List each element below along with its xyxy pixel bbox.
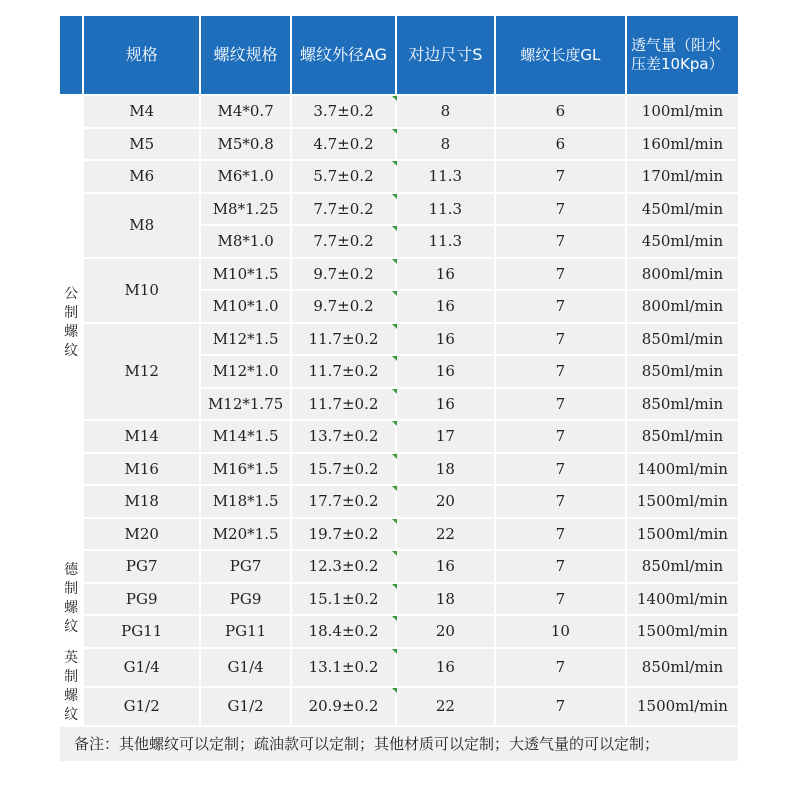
- table-row: [60, 161, 738, 192]
- ag-cell: 11.7±0.2: [292, 389, 395, 420]
- ag-cell: 9.7±0.2: [292, 291, 395, 322]
- ag-cell: 20.9±0.2: [292, 688, 395, 725]
- ag-cell: 13.1±0.2: [292, 649, 395, 686]
- thread-cell: PG11: [201, 616, 290, 647]
- flow-cell: 800ml/min: [627, 259, 738, 290]
- flow-cell: 170ml/min: [627, 161, 738, 192]
- table-row: [60, 96, 738, 127]
- flow-cell: 450ml/min: [627, 226, 738, 257]
- ag-cell: 15.1±0.2: [292, 584, 395, 615]
- s-cell: 18: [397, 584, 494, 615]
- thread-cell: G1/4: [201, 649, 290, 686]
- ag-cell: 11.7±0.2: [292, 356, 395, 387]
- gl-cell: 7: [496, 421, 625, 452]
- header-air-flow-line1: 透气量（阻水: [630, 36, 721, 55]
- spec-cell: PG7: [84, 551, 199, 582]
- flow-cell: 160ml/min: [627, 129, 738, 160]
- gl-cell: 7: [496, 194, 625, 225]
- thread-cell: M8*1.25: [201, 194, 290, 225]
- flow-cell: 850ml/min: [627, 551, 738, 582]
- thread-cell: PG7: [201, 551, 290, 582]
- spec-cell: PG11: [84, 616, 199, 647]
- gl-cell: 7: [496, 688, 625, 725]
- flow-cell: 1500ml/min: [627, 616, 738, 647]
- category-metric-label: 公 制 螺 纹: [64, 285, 79, 359]
- s-cell: 20: [397, 616, 494, 647]
- ag-cell: 19.7±0.2: [292, 519, 395, 550]
- s-cell: 16: [397, 356, 494, 387]
- header-thread-length: 螺纹长度GL: [496, 16, 625, 94]
- category-german: [60, 551, 82, 647]
- flow-cell: 1400ml/min: [627, 584, 738, 615]
- gl-cell: 7: [496, 519, 625, 550]
- s-cell: 8: [397, 129, 494, 160]
- flow-cell: 850ml/min: [627, 356, 738, 387]
- flow-cell: 850ml/min: [627, 389, 738, 420]
- ag-cell: 11.7±0.2: [292, 324, 395, 355]
- thread-spec-table: [58, 14, 740, 763]
- flow-cell: 1400ml/min: [627, 454, 738, 485]
- thread-cell: M16*1.5: [201, 454, 290, 485]
- header-thread-spec: 螺纹规格: [201, 16, 290, 94]
- header-outer-diameter: 螺纹外径AG: [292, 16, 395, 94]
- spec-cell: M10: [84, 259, 199, 322]
- ag-cell: 9.7±0.2: [292, 259, 395, 290]
- category-metric: [60, 96, 82, 549]
- gl-cell: 7: [496, 291, 625, 322]
- spec-cell: PG9: [84, 584, 199, 615]
- s-cell: 11.3: [397, 226, 494, 257]
- s-cell: 16: [397, 259, 494, 290]
- table-row: [60, 421, 738, 452]
- s-cell: 16: [397, 551, 494, 582]
- spec-cell: G1/4: [84, 649, 199, 686]
- gl-cell: 7: [496, 551, 625, 582]
- flow-cell: 1500ml/min: [627, 688, 738, 725]
- category-german-label: 德 制 螺 纹: [64, 561, 79, 635]
- spec-cell: M6: [84, 161, 199, 192]
- spec-cell: M20: [84, 519, 199, 550]
- table-row: [60, 324, 738, 355]
- header-across-flats: 对边尺寸S: [397, 16, 494, 94]
- spec-cell: M5: [84, 129, 199, 160]
- gl-cell: 7: [496, 649, 625, 686]
- s-cell: 8: [397, 96, 494, 127]
- ag-cell: 13.7±0.2: [292, 421, 395, 452]
- table-row: [60, 486, 738, 517]
- spec-cell: M14: [84, 421, 199, 452]
- thread-cell: M12*1.75: [201, 389, 290, 420]
- gl-cell: 6: [496, 96, 625, 127]
- header-air-flow: [627, 16, 738, 94]
- ag-cell: 5.7±0.2: [292, 161, 395, 192]
- s-cell: 16: [397, 649, 494, 686]
- gl-cell: 7: [496, 486, 625, 517]
- table-row: [60, 129, 738, 160]
- spec-cell: M18: [84, 486, 199, 517]
- thread-cell: M12*1.5: [201, 324, 290, 355]
- thread-cell: M20*1.5: [201, 519, 290, 550]
- s-cell: 16: [397, 389, 494, 420]
- thread-cell: M10*1.0: [201, 291, 290, 322]
- s-cell: 22: [397, 688, 494, 725]
- flow-cell: 800ml/min: [627, 291, 738, 322]
- table-row: [60, 688, 738, 725]
- thread-cell: G1/2: [201, 688, 290, 725]
- s-cell: 11.3: [397, 194, 494, 225]
- table-row: [60, 454, 738, 485]
- flow-cell: 450ml/min: [627, 194, 738, 225]
- flow-cell: 850ml/min: [627, 649, 738, 686]
- thread-cell: M14*1.5: [201, 421, 290, 452]
- thread-cell: PG9: [201, 584, 290, 615]
- s-cell: 22: [397, 519, 494, 550]
- header-row: [60, 16, 738, 94]
- ag-cell: 7.7±0.2: [292, 194, 395, 225]
- s-cell: 20: [397, 486, 494, 517]
- s-cell: 17: [397, 421, 494, 452]
- gl-cell: 7: [496, 324, 625, 355]
- gl-cell: 7: [496, 356, 625, 387]
- thread-cell: M18*1.5: [201, 486, 290, 517]
- spec-cell: G1/2: [84, 688, 199, 725]
- flow-cell: 1500ml/min: [627, 519, 738, 550]
- gl-cell: 10: [496, 616, 625, 647]
- gl-cell: 7: [496, 584, 625, 615]
- flow-cell: 850ml/min: [627, 421, 738, 452]
- thread-cell: M6*1.0: [201, 161, 290, 192]
- table-row: [60, 616, 738, 647]
- flow-cell: 1500ml/min: [627, 486, 738, 517]
- gl-cell: 7: [496, 161, 625, 192]
- gl-cell: 7: [496, 454, 625, 485]
- spec-cell: M16: [84, 454, 199, 485]
- s-cell: 16: [397, 324, 494, 355]
- s-cell: 16: [397, 291, 494, 322]
- gl-cell: 7: [496, 226, 625, 257]
- ag-cell: 12.3±0.2: [292, 551, 395, 582]
- gl-cell: 7: [496, 259, 625, 290]
- ag-cell: 7.7±0.2: [292, 226, 395, 257]
- category-imperial: [60, 649, 82, 725]
- s-cell: 11.3: [397, 161, 494, 192]
- flow-cell: 850ml/min: [627, 324, 738, 355]
- note-row: [60, 727, 738, 761]
- table-row: [60, 519, 738, 550]
- ag-cell: 4.7±0.2: [292, 129, 395, 160]
- thread-cell: M4*0.7: [201, 96, 290, 127]
- ag-cell: 18.4±0.2: [292, 616, 395, 647]
- table-row: [60, 259, 738, 290]
- spec-cell: M4: [84, 96, 199, 127]
- thread-cell: M8*1.0: [201, 226, 290, 257]
- header-spec: 规格: [84, 16, 199, 94]
- thread-cell: M12*1.0: [201, 356, 290, 387]
- header-air-flow-line2: 压差10Kpa）: [630, 55, 724, 73]
- table-row: [60, 584, 738, 615]
- spec-table-container: [58, 14, 740, 763]
- table-row: [60, 194, 738, 225]
- category-imperial-label: 英 制 螺 纹: [64, 649, 79, 723]
- thread-cell: M5*0.8: [201, 129, 290, 160]
- ag-cell: 17.7±0.2: [292, 486, 395, 517]
- note-text: 备注：其他螺纹可以定制；疏油款可以定制；其他材质可以定制；大透气量的可以定制；: [60, 727, 738, 761]
- flow-cell: 100ml/min: [627, 96, 738, 127]
- gl-cell: 7: [496, 389, 625, 420]
- spec-cell: M8: [84, 194, 199, 257]
- ag-cell: 15.7±0.2: [292, 454, 395, 485]
- gl-cell: 6: [496, 129, 625, 160]
- table-row: [60, 649, 738, 686]
- ag-cell: 3.7±0.2: [292, 96, 395, 127]
- table-row: [60, 551, 738, 582]
- header-corner: [60, 16, 82, 94]
- spec-cell: M12: [84, 324, 199, 420]
- s-cell: 18: [397, 454, 494, 485]
- thread-cell: M10*1.5: [201, 259, 290, 290]
